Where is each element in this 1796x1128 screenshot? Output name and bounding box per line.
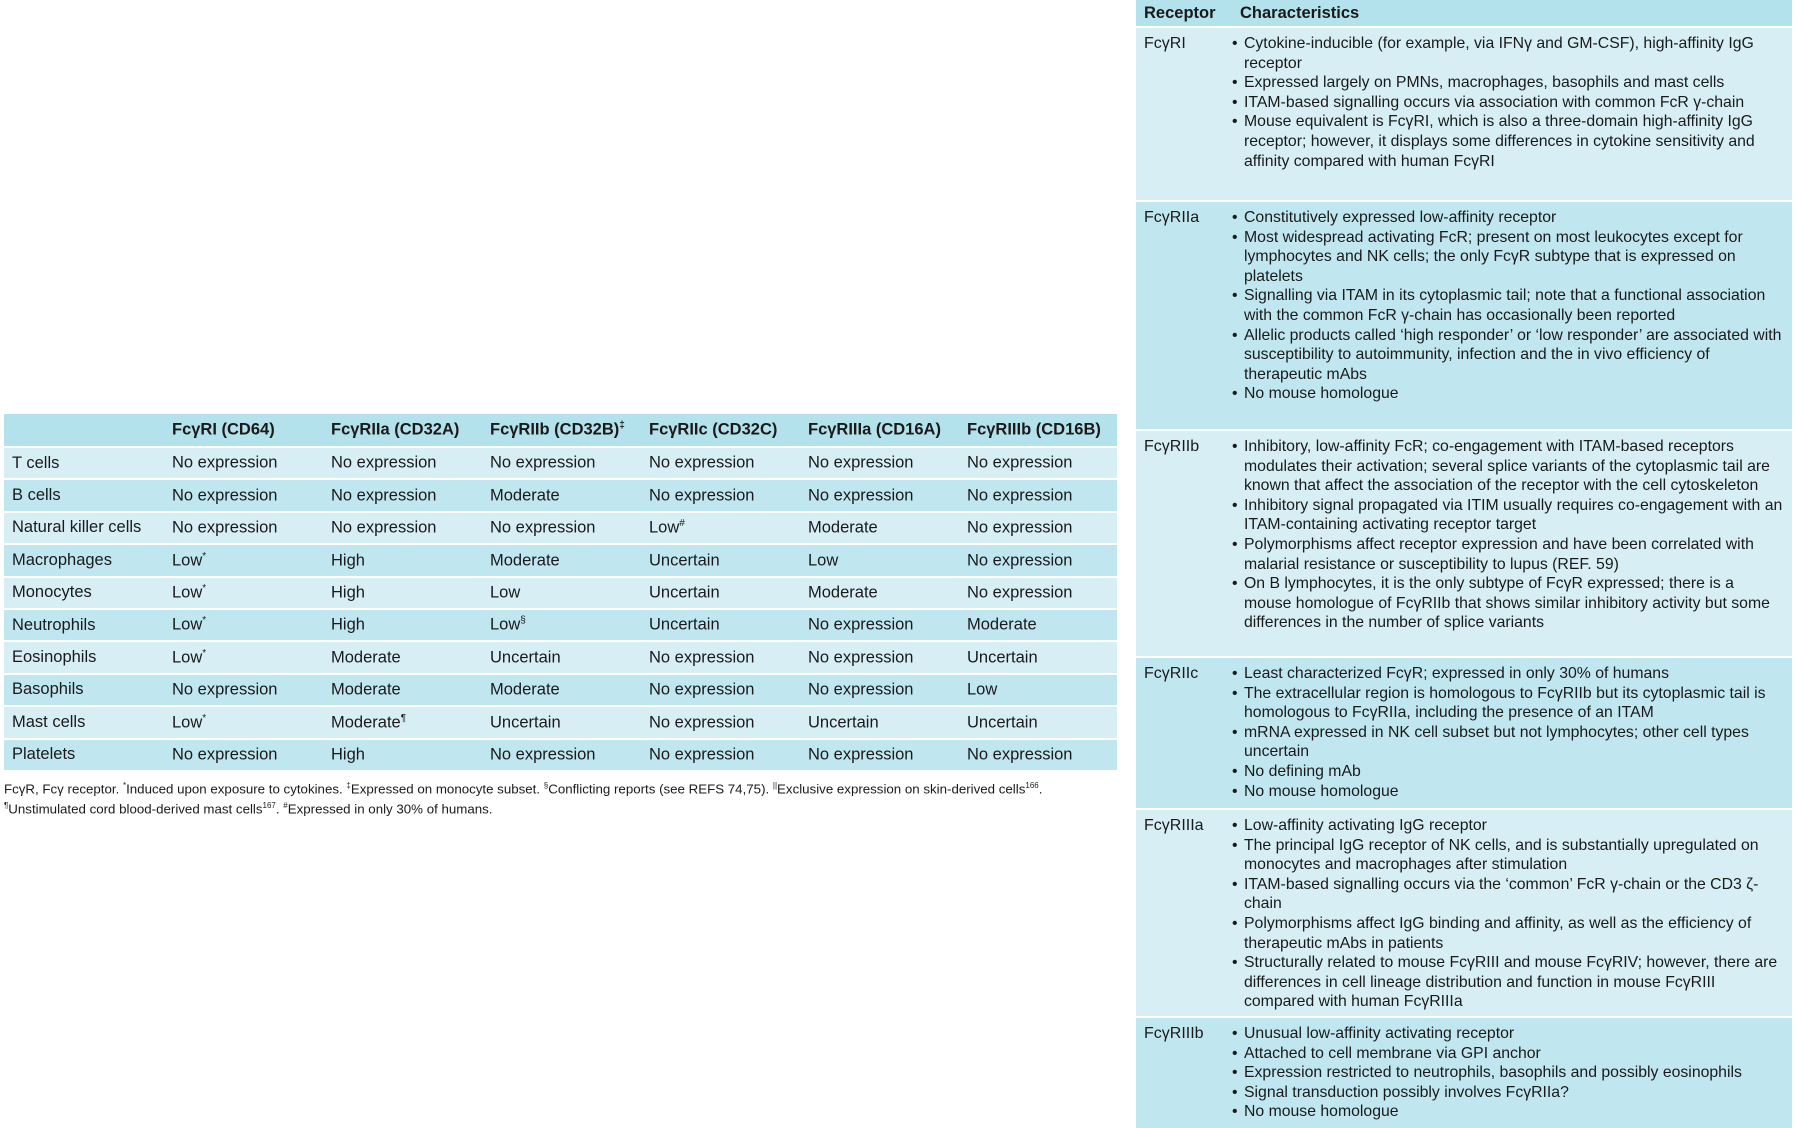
expression-level-cell bbox=[800, 739, 959, 771]
expression-level-value: No expression bbox=[172, 518, 278, 537]
column-header-receptor bbox=[482, 414, 641, 447]
receptor-name: FcγRIIa bbox=[1144, 209, 1200, 226]
expression-level-cell bbox=[323, 577, 482, 609]
receptor-column-header: Receptor bbox=[1144, 3, 1216, 22]
expression-level-value: Low bbox=[172, 713, 203, 732]
characteristic-item: • No mouse homologue bbox=[1232, 384, 1784, 404]
expression-level-cell bbox=[164, 706, 323, 738]
expression-footnote-mark: * bbox=[202, 615, 207, 627]
expression-level-value: Low bbox=[649, 518, 680, 537]
table-row bbox=[4, 447, 1117, 479]
characteristic-item: • Most widespread activating FcR; present on most leukocytes except for lymphocytes and NK cells; the only FcγR subtype that is expressed on platelets bbox=[1232, 228, 1784, 287]
characteristic-item: • Allelic products called ‘high responder’ or ‘low responder’ are associated with susceptibility to autoimmunity, infection and the in vivo efficiency of therapeutic mAbs bbox=[1232, 326, 1784, 385]
expression-level-cell bbox=[800, 544, 959, 576]
expression-level-cell bbox=[482, 479, 641, 511]
expression-level-cell bbox=[800, 609, 959, 641]
expression-level-value: Uncertain bbox=[967, 713, 1038, 732]
footnote-text: Exclusive expression on skin-derived cells bbox=[777, 781, 1026, 797]
characteristic-item: • Inhibitory, low-affinity FcR; co-engagement with ITAM-based receptors modulates their activation; several splice variants of the cytoplasmic tail are known that affect the association of the receptor with the cell cytoskeleton bbox=[1232, 437, 1784, 496]
footnote-text: Expressed on monocyte subset. bbox=[350, 781, 544, 797]
characteristic-item: • Expression restricted to neutrophils, basophils and possibly eosinophils bbox=[1232, 1063, 1784, 1083]
expression-level-cell bbox=[959, 479, 1117, 511]
column-header-receptor bbox=[641, 414, 800, 447]
expression-level-value: Uncertain bbox=[808, 713, 879, 732]
column-header-cell-type bbox=[4, 414, 164, 447]
expression-level-cell bbox=[482, 674, 641, 706]
characteristic-item: • Cytokine-inducible (for example, via IFNγ and GM-CSF), high-affinity IgG receptor bbox=[1232, 34, 1784, 73]
expression-level-value: Uncertain bbox=[649, 583, 720, 602]
expression-level-value: Moderate bbox=[331, 713, 401, 732]
characteristics-list bbox=[1232, 431, 1792, 656]
characteristic-item: • Low-affinity activating IgG receptor bbox=[1232, 816, 1784, 836]
characteristics-list bbox=[1232, 202, 1792, 429]
column-header-label: FcγRIIIa (CD16A) bbox=[808, 420, 941, 439]
receptor-row bbox=[1136, 429, 1792, 656]
characteristics-list bbox=[1232, 28, 1792, 200]
characteristic-item: • On B lymphocytes, it is the only subtype of FcγR expressed; there is a mouse homologue of FcγRIIb that shows similar inhibitory activity but some differences in the number of splice variants bbox=[1232, 574, 1784, 633]
footnote-mark: ¶ bbox=[4, 801, 9, 811]
expression-level-cell bbox=[482, 544, 641, 576]
table-row bbox=[4, 674, 1117, 706]
expression-level-value: High bbox=[331, 615, 365, 634]
column-header-label: FcγRIIc (CD32C) bbox=[649, 420, 778, 439]
expression-level-value: No expression bbox=[331, 453, 437, 472]
expression-level-value: No expression bbox=[967, 745, 1073, 764]
expression-level-cell bbox=[800, 447, 959, 479]
characteristic-item: • Attached to cell membrane via GPI anchor bbox=[1232, 1044, 1784, 1064]
characteristics-list bbox=[1232, 658, 1792, 808]
expression-level-cell bbox=[641, 447, 800, 479]
footnote-mark: # bbox=[283, 801, 288, 811]
expression-level-cell bbox=[164, 512, 323, 544]
row-cell-type: B cells bbox=[4, 479, 164, 511]
table-row bbox=[4, 706, 1117, 738]
footnote-text: Expressed in only 30% of humans. bbox=[287, 801, 493, 817]
expression-level-value: No expression bbox=[331, 518, 437, 537]
table-row bbox=[4, 479, 1117, 511]
expression-level-cell bbox=[959, 739, 1117, 771]
expression-level-cell bbox=[164, 641, 323, 673]
expression-level-cell bbox=[800, 674, 959, 706]
characteristic-item: • ITAM-based signalling occurs via the ‘common’ FcR γ-chain or the CD3 ζ-chain bbox=[1232, 875, 1784, 914]
expression-level-cell bbox=[641, 544, 800, 576]
expression-level-cell bbox=[959, 641, 1117, 673]
expression-level-cell bbox=[323, 674, 482, 706]
expression-level-value: Low bbox=[172, 615, 203, 634]
column-header-footnote-mark: ‡ bbox=[619, 420, 625, 432]
expression-level-cell bbox=[482, 577, 641, 609]
characteristic-item: • mRNA expressed in NK cell subset but not lymphocytes; other cell types uncertain bbox=[1232, 723, 1784, 762]
column-header-receptor bbox=[164, 414, 323, 447]
expression-level-cell bbox=[800, 641, 959, 673]
expression-level-value: High bbox=[331, 745, 365, 764]
row-cell-type: Basophils bbox=[4, 674, 164, 706]
expression-level-value: No expression bbox=[649, 486, 755, 505]
expression-level-value: No expression bbox=[331, 486, 437, 505]
expression-level-cell bbox=[164, 544, 323, 576]
characteristic-item: • Polymorphisms affect IgG binding and affinity, as well as the efficiency of therapeutic mAbs in patients bbox=[1232, 914, 1784, 953]
expression-level-value: Moderate bbox=[808, 518, 878, 537]
expression-level-value: No expression bbox=[967, 583, 1073, 602]
column-header-receptor bbox=[323, 414, 482, 447]
expression-table-section bbox=[4, 414, 1117, 818]
characteristic-item: • Mouse equivalent is FcγRI, which is also a three-domain high-affinity IgG receptor; however, it displays some differences in cytokine sensitivity and affinity compared with human FcγRI bbox=[1232, 112, 1784, 171]
expression-level-value: No expression bbox=[172, 453, 278, 472]
expression-level-cell bbox=[959, 544, 1117, 576]
expression-level-value: No expression bbox=[808, 680, 914, 699]
expression-level-cell bbox=[482, 706, 641, 738]
footnote-mark: * bbox=[122, 780, 127, 790]
footnote-text: FcγR, Fcγ receptor. bbox=[4, 781, 123, 797]
expression-level-cell bbox=[959, 577, 1117, 609]
characteristic-item: • Polymorphisms affect receptor expression and have been correlated with malarial resistance or susceptibility to lupus (REF. 59) bbox=[1232, 535, 1784, 574]
expression-level-cell bbox=[641, 512, 800, 544]
expression-level-value: High bbox=[331, 583, 365, 602]
expression-level-value: No expression bbox=[172, 745, 278, 764]
footnote-mark: § bbox=[543, 780, 549, 790]
table-row bbox=[4, 577, 1117, 609]
characteristics-list bbox=[1232, 810, 1792, 1016]
receptor-row bbox=[1136, 26, 1792, 200]
expression-level-cell bbox=[164, 479, 323, 511]
characteristic-item: • Inhibitory signal propagated via ITIM usually requires co-engagement with an ITAM-containing activating receptor target bbox=[1232, 496, 1784, 535]
column-header-label: FcγRIIb (CD32B) bbox=[490, 420, 620, 439]
expression-level-value: No expression bbox=[967, 486, 1073, 505]
expression-level-cell bbox=[323, 479, 482, 511]
expression-level-value: No expression bbox=[808, 453, 914, 472]
column-header-receptor bbox=[800, 414, 959, 447]
characteristic-item: • No mouse homologue bbox=[1232, 1102, 1784, 1122]
receptor-name: FcγRI bbox=[1144, 35, 1186, 52]
expression-level-value: No expression bbox=[490, 453, 596, 472]
column-header-label: FcγRIIa (CD32A) bbox=[331, 420, 460, 439]
expression-level-cell bbox=[323, 739, 482, 771]
expression-level-value: No expression bbox=[649, 453, 755, 472]
expression-footnote-mark: * bbox=[202, 712, 207, 724]
characteristic-item: • The principal IgG receptor of NK cells, and is substantially upregulated on monocytes and macrophages after stimulation bbox=[1232, 836, 1784, 875]
expression-level-value: No expression bbox=[808, 745, 914, 764]
expression-level-cell bbox=[959, 447, 1117, 479]
expression-level-value: No expression bbox=[649, 648, 755, 667]
characteristic-item: • No mouse homologue bbox=[1232, 782, 1784, 802]
expression-level-value: Low bbox=[490, 583, 521, 602]
expression-level-value: Low bbox=[172, 648, 203, 667]
characteristic-item: • Unusual low-affinity activating receptor bbox=[1232, 1024, 1784, 1044]
expression-level-value: Low bbox=[490, 615, 521, 634]
row-cell-type: Natural killer cells bbox=[4, 512, 164, 544]
expression-level-cell bbox=[482, 739, 641, 771]
expression-level-cell bbox=[959, 674, 1117, 706]
expression-level-value: No expression bbox=[808, 486, 914, 505]
footnote-ref: 167 bbox=[262, 801, 276, 811]
expression-level-value: Low bbox=[808, 551, 839, 570]
footnote-text: . bbox=[1038, 781, 1043, 797]
expression-level-value: No expression bbox=[490, 745, 596, 764]
footnote-mark: ‡ bbox=[346, 780, 351, 790]
expression-level-value: Moderate bbox=[331, 680, 401, 699]
column-header-label: FcγRI (CD64) bbox=[172, 420, 275, 439]
expression-level-cell bbox=[482, 609, 641, 641]
characteristic-item: • Expressed largely on PMNs, macrophages, basophils and mast cells bbox=[1232, 73, 1784, 93]
expression-level-cell bbox=[323, 512, 482, 544]
row-cell-type: Neutrophils bbox=[4, 609, 164, 641]
expression-level-cell bbox=[641, 577, 800, 609]
expression-table-header bbox=[4, 414, 1117, 447]
expression-level-cell bbox=[641, 641, 800, 673]
characteristic-item: • Constitutively expressed low-affinity receptor bbox=[1232, 208, 1784, 228]
expression-level-value: Moderate bbox=[490, 486, 560, 505]
expression-level-cell bbox=[164, 577, 323, 609]
characteristic-item: • Least characterized FcγR; expressed in only 30% of humans bbox=[1232, 664, 1784, 684]
table-row bbox=[4, 544, 1117, 576]
expression-level-value: No expression bbox=[490, 518, 596, 537]
expression-level-value: Low bbox=[172, 583, 203, 602]
expression-level-value: No expression bbox=[649, 713, 755, 732]
expression-level-value: Moderate bbox=[331, 648, 401, 667]
row-cell-type: Eosinophils bbox=[4, 641, 164, 673]
expression-level-cell bbox=[641, 739, 800, 771]
table-row bbox=[4, 512, 1117, 544]
expression-level-cell bbox=[164, 674, 323, 706]
expression-level-cell bbox=[800, 706, 959, 738]
expression-level-value: Uncertain bbox=[490, 713, 561, 732]
characteristics-list bbox=[1232, 1018, 1792, 1128]
expression-level-value: Uncertain bbox=[649, 551, 720, 570]
table-row bbox=[4, 609, 1117, 641]
expression-level-value: Uncertain bbox=[490, 648, 561, 667]
expression-level-value: No expression bbox=[172, 680, 278, 699]
expression-level-cell bbox=[482, 512, 641, 544]
expression-level-cell bbox=[323, 706, 482, 738]
receptor-name: FcγRIIIb bbox=[1144, 1025, 1204, 1042]
footnote-mark: || bbox=[772, 780, 778, 790]
expression-footnote-mark: ¶ bbox=[400, 712, 407, 724]
expression-level-cell bbox=[323, 544, 482, 576]
receptor-table-body bbox=[1136, 26, 1792, 1128]
expression-level-value: No expression bbox=[649, 680, 755, 699]
expression-level-value: No expression bbox=[808, 648, 914, 667]
expression-level-value: No expression bbox=[172, 486, 278, 505]
expression-level-cell bbox=[164, 739, 323, 771]
expression-footnote-mark: * bbox=[202, 647, 207, 659]
expression-level-cell bbox=[800, 512, 959, 544]
receptor-name: FcγRIIIa bbox=[1144, 817, 1204, 834]
receptor-name: FcγRIIb bbox=[1144, 438, 1200, 455]
receptor-name: FcγRIIc bbox=[1144, 665, 1199, 682]
expression-footnote-mark: § bbox=[520, 615, 526, 627]
row-cell-type: Mast cells bbox=[4, 706, 164, 738]
expression-footnote-mark: # bbox=[679, 518, 685, 530]
row-cell-type: Macrophages bbox=[4, 544, 164, 576]
expression-level-value: No expression bbox=[967, 453, 1073, 472]
expression-level-value: No expression bbox=[967, 551, 1073, 570]
expression-level-cell bbox=[800, 479, 959, 511]
footnote-ref: 166 bbox=[1025, 780, 1039, 790]
expression-level-cell bbox=[959, 706, 1117, 738]
expression-level-cell bbox=[641, 609, 800, 641]
expression-table bbox=[4, 414, 1117, 772]
footnote-text: Conflicting reports (see REFS 74,75). bbox=[548, 781, 773, 797]
expression-level-value: Moderate bbox=[490, 551, 560, 570]
receptor-row bbox=[1136, 1016, 1792, 1128]
expression-level-value: Low bbox=[967, 680, 998, 699]
expression-level-value: Uncertain bbox=[967, 648, 1038, 667]
row-cell-type: Monocytes bbox=[4, 577, 164, 609]
footnote-text: . bbox=[275, 801, 284, 817]
receptor-row bbox=[1136, 808, 1792, 1016]
expression-level-cell bbox=[959, 512, 1117, 544]
row-cell-type: Platelets bbox=[4, 739, 164, 771]
expression-level-cell bbox=[482, 641, 641, 673]
receptor-table-section bbox=[1136, 0, 1792, 1128]
receptor-row bbox=[1136, 656, 1792, 808]
expression-level-cell bbox=[641, 674, 800, 706]
characteristic-item: • Signal transduction possibly involves FcγRIIa? bbox=[1232, 1083, 1784, 1103]
expression-table-footnote bbox=[4, 777, 1114, 818]
receptor-table-header bbox=[1136, 0, 1792, 26]
column-header-label: FcγRIIIb (CD16B) bbox=[967, 420, 1101, 439]
expression-level-cell bbox=[959, 609, 1117, 641]
expression-level-cell bbox=[323, 609, 482, 641]
expression-level-cell bbox=[323, 447, 482, 479]
expression-level-value: Low bbox=[172, 551, 203, 570]
characteristic-item: • Structurally related to mouse FcγRIII and mouse FcγRIV; however, there are differences in cell lineage distribution and function in mouse FcγRIII compared with human FcγRIIIa bbox=[1232, 953, 1784, 1012]
expression-level-value: No expression bbox=[649, 745, 755, 764]
expression-level-value: High bbox=[331, 551, 365, 570]
expression-level-cell bbox=[800, 577, 959, 609]
footnote-text: Induced upon exposure to cytokines. bbox=[126, 781, 347, 797]
characteristic-item: • No defining mAb bbox=[1232, 762, 1784, 782]
row-cell-type: T cells bbox=[4, 447, 164, 479]
expression-level-value: No expression bbox=[967, 518, 1073, 537]
footnote-text: Unstimulated cord blood-derived mast cells bbox=[8, 801, 263, 817]
characteristic-item: • Signalling via ITAM in its cytoplasmic tail; note that a functional association with the common FcR γ-chain has occasionally been reported bbox=[1232, 286, 1784, 325]
receptor-row bbox=[1136, 200, 1792, 429]
characteristic-item: • The extracellular region is homologous to FcγRIIb but its cytoplasmic tail is homologous to FcγRIIa, including the presence of an ITAM bbox=[1232, 684, 1784, 723]
expression-level-cell bbox=[482, 447, 641, 479]
expression-level-value: Moderate bbox=[808, 583, 878, 602]
expression-level-value: Uncertain bbox=[649, 615, 720, 634]
table-row bbox=[4, 739, 1117, 771]
characteristics-column-header: Characteristics bbox=[1240, 3, 1360, 22]
expression-footnote-mark: * bbox=[202, 550, 207, 562]
expression-level-cell bbox=[641, 706, 800, 738]
expression-level-cell bbox=[641, 479, 800, 511]
expression-level-cell bbox=[323, 641, 482, 673]
expression-level-value: No expression bbox=[808, 615, 914, 634]
characteristic-item: • ITAM-based signalling occurs via association with common FcR γ-chain bbox=[1232, 93, 1784, 113]
expression-level-value: Moderate bbox=[490, 680, 560, 699]
column-header-receptor bbox=[959, 414, 1117, 447]
expression-level-cell bbox=[164, 447, 323, 479]
expression-level-value: Moderate bbox=[967, 615, 1037, 634]
table-row bbox=[4, 641, 1117, 673]
expression-level-cell bbox=[164, 609, 323, 641]
expression-footnote-mark: * bbox=[202, 583, 207, 594]
